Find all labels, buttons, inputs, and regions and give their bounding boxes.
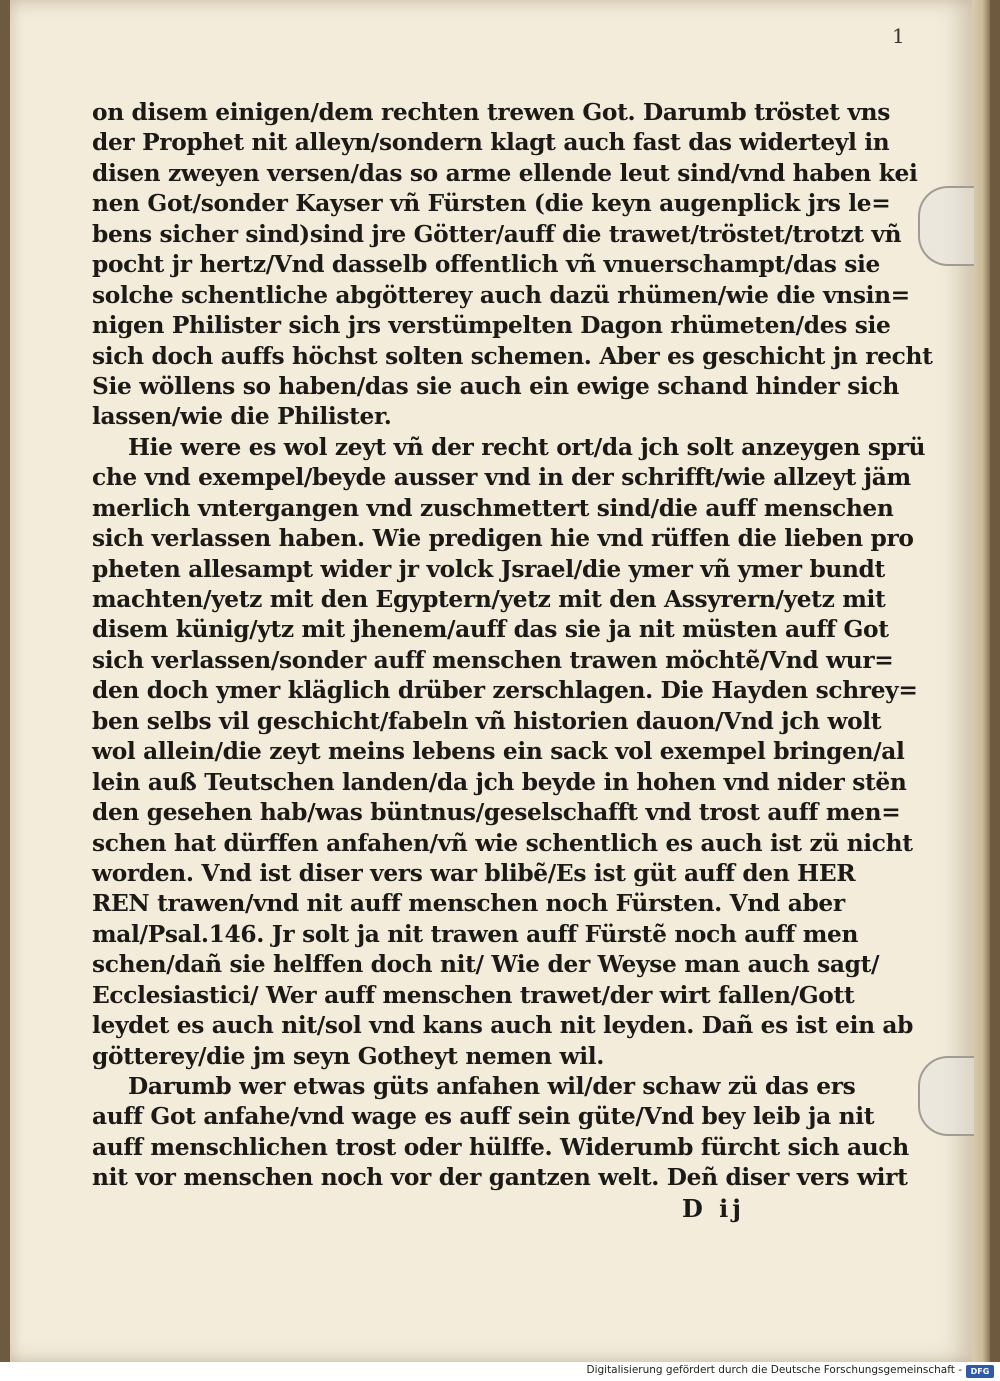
footer-credit: Digitalisierung gefördert durch die Deutsche Forschungsgemeinschaft - bbox=[586, 1364, 962, 1376]
text-line: leydet es auch nit/sol vnd kans auch nit leyden. Dañ es ist ein ab bbox=[92, 1012, 914, 1040]
book-page bbox=[10, 0, 974, 1362]
text-line: sich doch auffs höchst solten schemen. Aber es geschicht jn recht bbox=[92, 342, 933, 370]
text-line: pheten allesampt wider jr volck Jsrael/die ymer vñ ymer bundt bbox=[92, 555, 885, 583]
text-line: bens sicher sind)sind jre Götter/auff die trawet/tröstet/trotzt vñ bbox=[92, 220, 902, 248]
text-line: nen Got/sonder Kayser vñ Fürsten (die keyn augenplick jrs le= bbox=[92, 190, 891, 218]
text-line: pocht jr hertz/Vnd dasselb offentlich vñ vnuerschampt/das sie bbox=[92, 251, 881, 279]
text-line: mal/Psal.146. Jr solt ja nit trawen auff Fürstẽ noch auff men bbox=[92, 920, 859, 948]
text-line: on disem einigen/dem rechten trewen Got. Darumb tröstet vns bbox=[92, 99, 891, 126]
leaf-number: 1 bbox=[892, 24, 905, 48]
text-line: disen zweyen versen/das so arme ellende leut sind/vnd haben kei bbox=[92, 159, 918, 187]
plastic-clip-icon bbox=[918, 186, 974, 266]
text-line: den doch ymer kläglich drüber zerschlagen. Die Hayden schrey= bbox=[92, 677, 918, 705]
text-line: sich verlassen/sonder auff menschen trawen möchtẽ/Vnd wur= bbox=[92, 646, 894, 674]
text-line: Darumb wer etwas güts anfahen wil/der schaw zü das ers bbox=[128, 1073, 856, 1100]
text-line: den gesehen hab/was büntnus/geselschafft vnd trost auff men= bbox=[92, 799, 901, 827]
text-line: REN trawen/vnd nit auff menschen noch Fürsten. Vnd aber bbox=[92, 890, 845, 918]
text-line: nit vor menschen noch vor der gantzen welt. Deñ diser vers wirt bbox=[92, 1164, 908, 1192]
signature-mark: D ij bbox=[682, 1194, 745, 1223]
text-line: nigen Philister sich jrs verstümpelten Dagon rhümeten/des sie bbox=[92, 312, 891, 340]
footer-bar bbox=[0, 1362, 1000, 1381]
text-line: auff Got anfahe/vnd wage es auff sein güte/Vnd bey leib ja nit bbox=[92, 1103, 875, 1131]
text-line: götterey/die jm seyn Gotheyt nemen wil. bbox=[92, 1042, 604, 1070]
text-line: auff menschlichen trost oder hülffe. Widerumb fürcht sich auch bbox=[92, 1133, 909, 1161]
text-block bbox=[92, 98, 933, 1194]
text-line: solche schentliche abgötterey auch dazü rhümen/wie die vnsin= bbox=[92, 281, 910, 309]
text-line: Ecclesiastici/ Wer auff menschen trawet/der wirt fallen/Gott bbox=[92, 981, 855, 1009]
text-line: wol allein/die zeyt meins lebens ein sack vol exempel bringen/al bbox=[92, 738, 905, 766]
plastic-clip-icon bbox=[918, 1056, 974, 1136]
text-line: lein auß Teutschen landen/da jch beyde in hohen vnd nider stën bbox=[92, 768, 907, 796]
dfg-logo-icon: DFG bbox=[966, 1365, 994, 1378]
text-line: lassen/wie die Philister. bbox=[92, 403, 392, 431]
text-line: merlich vntergangen vnd zuschmettert sind/die auff menschen bbox=[92, 494, 894, 522]
text-line: disem künig/ytz mit jhenem/auff das sie ja nit müsten auff Got bbox=[92, 616, 889, 644]
page-edge bbox=[972, 0, 990, 1362]
text-line: machten/yetz mit den Egyptern/yetz mit den Assyrern/yetz mit bbox=[92, 586, 886, 613]
text-line: Hie were es wol zeyt vñ der recht ort/da jch solt anzeygen sprü bbox=[128, 433, 926, 461]
text-line: worden. Vnd ist diser vers war blibẽ/Es ist güt auff den HER bbox=[92, 859, 856, 887]
text-line: Sie wöllens so haben/das sie auch ein ewige schand hinder sich bbox=[92, 372, 899, 400]
text-line: schen/dañ sie helffen doch nit/ Wie der Weyse man auch sagt/ bbox=[92, 951, 880, 979]
text-line: der Prophet nit alleyn/sondern klagt auch fast das widerteyl in bbox=[92, 129, 890, 157]
text-line: sich verlassen haben. Wie predigen hie vnd rüffen die lieben pro bbox=[92, 525, 914, 553]
text-line: schen hat dürffen anfahen/vñ wie schentlich es auch ist zü nicht bbox=[92, 829, 913, 857]
text-line: che vnd exempel/beyde ausser vnd in der schrifft/wie allzeyt jäm bbox=[92, 464, 911, 492]
text-line: ben selbs vil geschicht/fabeln vñ historien dauon/Vnd jch wolt bbox=[92, 707, 882, 735]
